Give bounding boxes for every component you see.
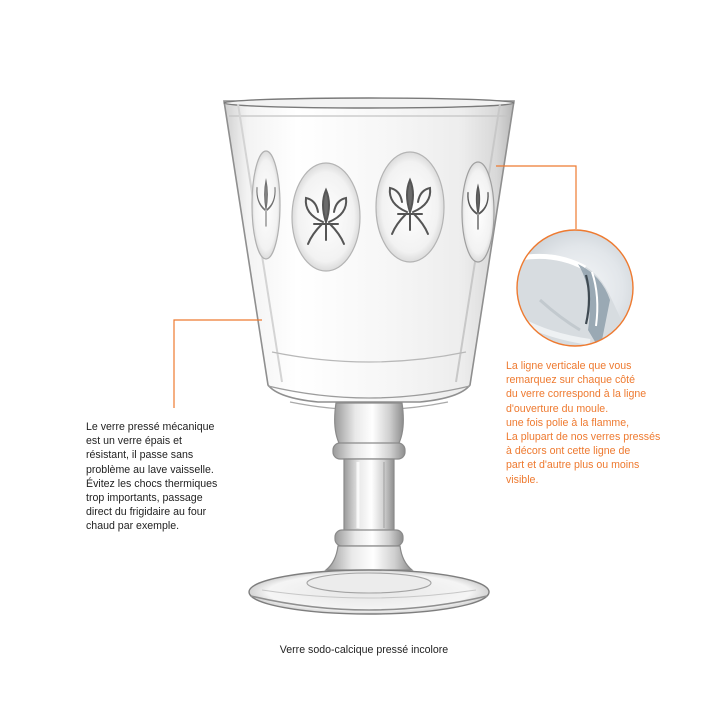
- right-callout-line: [496, 166, 576, 229]
- left-annotation-text: Le verre pressé mécanique est un verre épais et résistant, il passe sans problème au lave vaisselle. Évitez les chocs thermiques trop importants, passage direct du frigidaire au four chaud par exemple.: [86, 421, 218, 533]
- detail-zoom-circle: [505, 230, 640, 360]
- right-annotation-text: La ligne verticale que vous remarquez sur chaque côté du verre correspond à la ligne d'ouverture du moule. une fois polie à la flamme, La plupart de nos verres pressés à décors ont cette ligne de part et d'autre plus ou moins visible.: [506, 360, 661, 486]
- glass-stem: [326, 403, 412, 570]
- left-callout-line: [174, 320, 262, 408]
- product-caption: Verre sodo-calcique pressé incolore: [279, 644, 449, 656]
- glass-foot: [249, 570, 489, 614]
